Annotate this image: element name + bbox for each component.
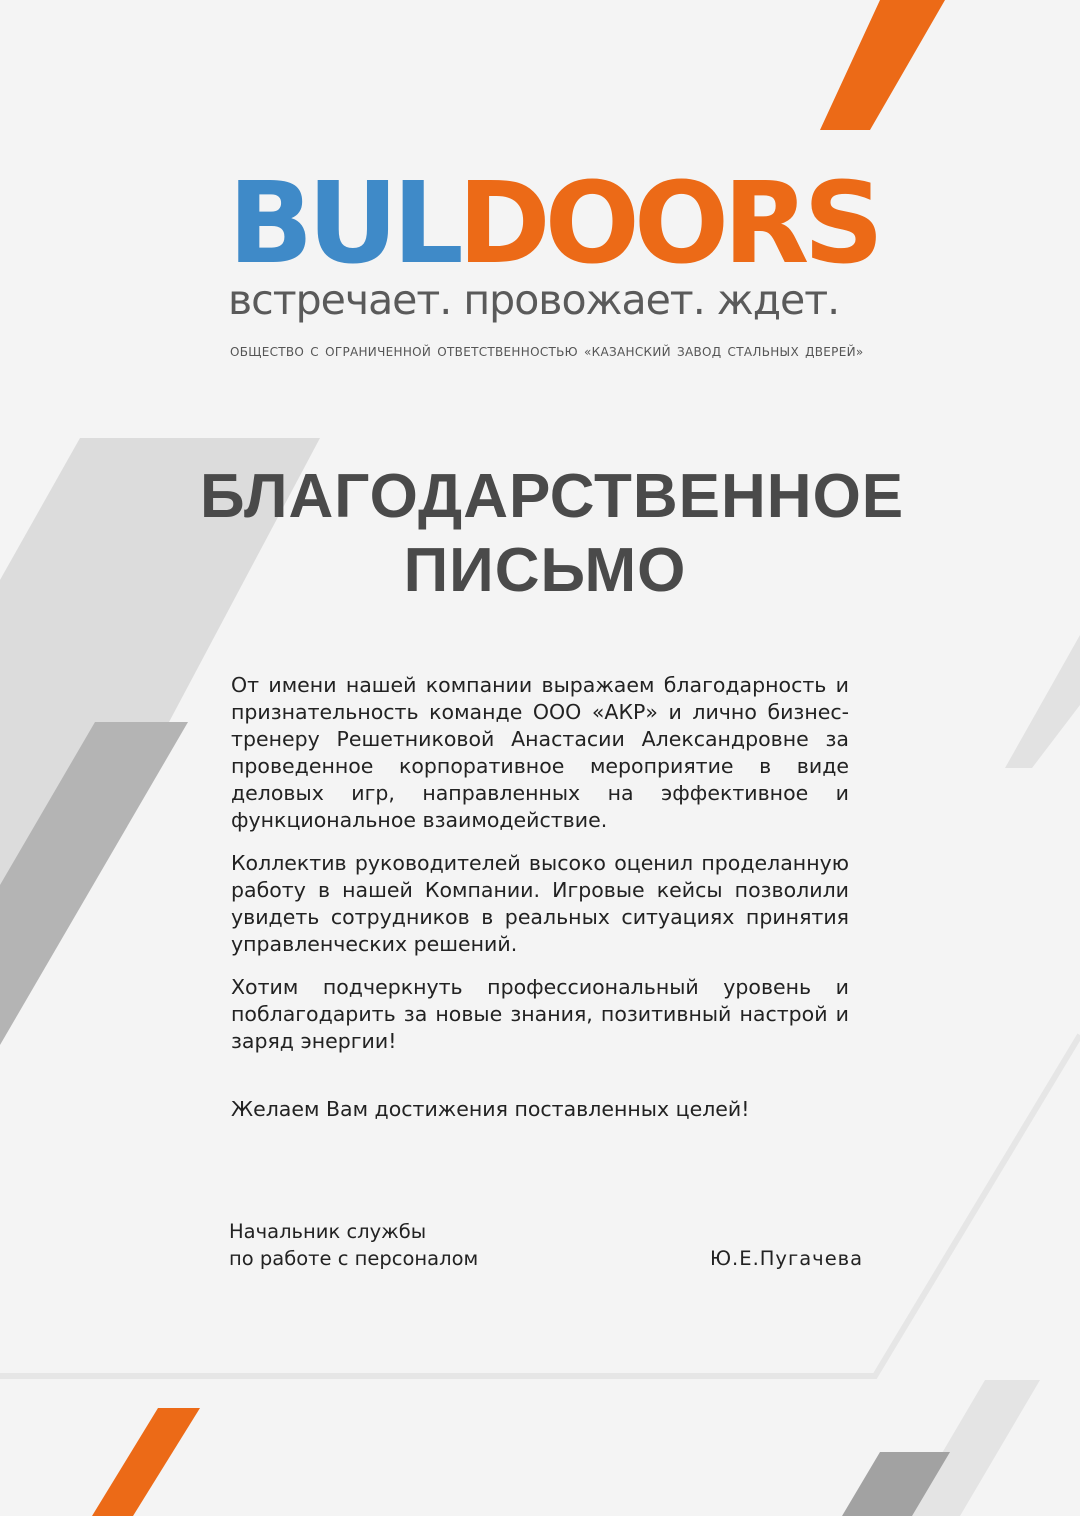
- orange-stripe-bottom-left: [92, 1408, 200, 1516]
- title-line-2: ПИСЬМО: [403, 536, 687, 605]
- light-gray-stripe-bottom-right: [905, 1380, 1040, 1516]
- position-line-1: Начальник службы: [229, 1220, 427, 1243]
- faint-stripe-right: [1005, 635, 1080, 768]
- closing-wish: Желаем Вам достижения поставленных целей!: [231, 1097, 750, 1121]
- outline-line-right: [0, 1035, 1080, 1376]
- title-line-1: БЛАГОДАРСТВЕННОЕ: [200, 462, 905, 531]
- logo-text-blue: BUL: [228, 159, 458, 289]
- logo-text-orange: DOORS: [457, 159, 878, 289]
- company-legal-name: ОБЩЕСТВО С ОГРАНИЧЕННОЙ ОТВЕТСТВЕННОСТЬЮ «КАЗАНСКИЙ ЗАВОД СТАЛЬНЫХ ДВЕРЕЙ»: [230, 345, 864, 359]
- signatory-name: Ю.Е.Пугачева: [710, 1247, 864, 1270]
- position-line-2: по работе с персоналом: [229, 1247, 479, 1270]
- body-paragraph-1: От имени нашей компании выражаем благодарность и признательность команде ООО «АКР» и лично бизнес-тренеру Решетниковой Анастасии Александровне за проведенное корпоративное мероприятие в виде деловых игр, направленных на эффективное и функциональное взаимодействие.: [231, 673, 849, 832]
- logo-slogan: встречает. провожает. ждет.: [228, 276, 840, 324]
- body-paragraph-3: Хотим подчеркнуть профессиональный уровень и поблагодарить за новые знания, позитивный настрой и заряд энергии!: [231, 975, 849, 1053]
- signatory-position: [229, 1218, 478, 1272]
- letter-title: [200, 460, 905, 608]
- orange-stripe-top-right: [820, 0, 945, 130]
- body-paragraph-2: Коллектив руководителей высоко оценил проделанную работу в нашей Компании. Игровые кейсы позволили увидеть сотрудников в реальных ситуациях принятия управленческих решений.: [231, 851, 849, 956]
- letter-body: [231, 672, 849, 1071]
- buldoors-logo: [228, 159, 878, 289]
